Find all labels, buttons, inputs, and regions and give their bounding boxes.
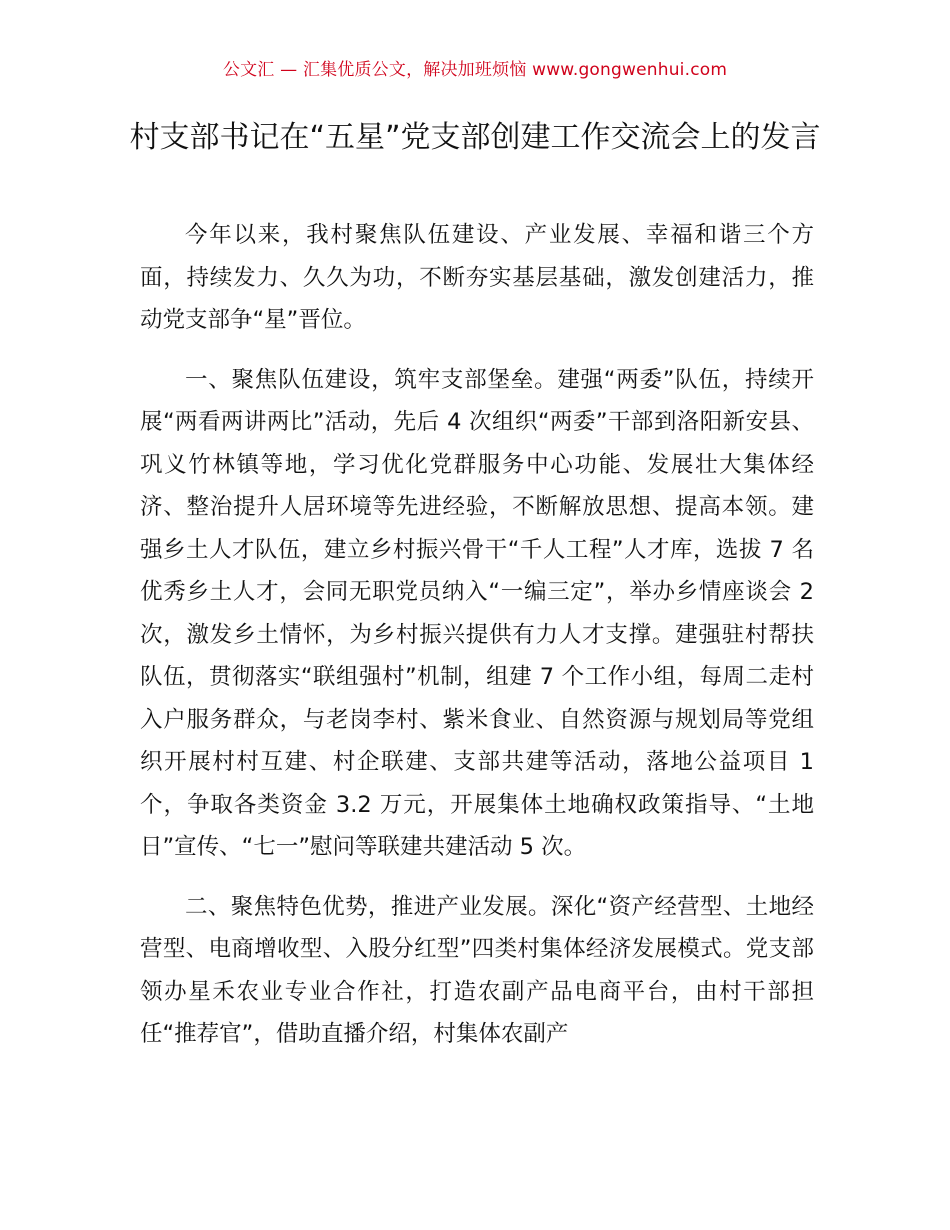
paragraph-section-one: 一、聚焦队伍建设，筑牢支部堡垒。建强“两委”队伍，持续开展“两看两讲两比”活动，先后 4 次组织“两委”干部到洛阳新安县、巩义竹林镇等地，学习优化党群服务中心功能、发展壮大集体经济、整治提升人居环境等先进经验，不断解放思想、提高本领。建强乡土人才队伍，建立乡村振兴骨干“千人工程”人才库，选拔 7 名优秀乡土人才，会同无职党员纳入“一编三定”，举办乡情座谈会 2 次，激发乡土情怀，为乡村振兴提供有力人才支撑。建强驻村帮扶队伍，贯彻落实“联组强村”机制，组建 7 个工作小组，每周二走村入户服务群众，与老岗李村、紫米食业、自然资源与规划局等党组织开展村村互建、村企联建、支部共建等活动，落地公益项目 1 个，争取各类资金 3.2 万元，开展集体土地确权政策指导、“土地日”宣传、“七一”慰问等联建共建活动 5 次。 — [140, 366, 814, 860]
document-title: 村支部书记在“五星”党支部创建工作交流会上的发言 — [129, 120, 821, 155]
document-body — [140, 214, 814, 1073]
paragraph-section-two: 二、聚焦特色优势，推进产业发展。深化“资产经营型、土地经营型、电商增收型、入股分红型”四类村集体经济发展模式。党支部领办星禾农业专业合作社，打造农副产品电商平台，由村干部担任“推荐官”，借助直播介绍，村集体农副产 — [140, 893, 814, 1047]
watermark-banner: 公文汇 — 汇集优质公文，解决加班烦恼 www.gongwenhui.com — [222, 60, 728, 80]
paragraph-intro: 今年以来，我村聚焦队伍建设、产业发展、幸福和谐三个方面，持续发力、久久为功，不断夯实基层基础，激发创建活力，推动党支部争“星”晋位。 — [140, 222, 814, 333]
